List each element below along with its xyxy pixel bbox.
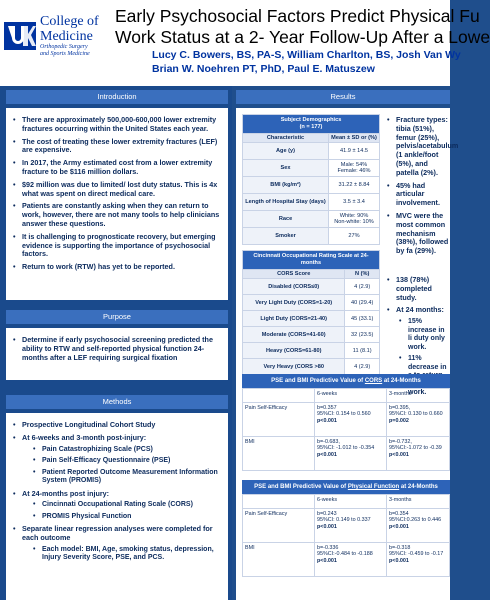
methods-bullet-text: Separate linear regression analyses were completed for each outcome — [22, 524, 213, 543]
intro-bullet: • $92 million was due to limited/ lost duty status. This is 4x what was spent on direct medical care. — [12, 181, 222, 199]
demographics-title — [243, 115, 380, 134]
cors-label: Light Duty (CORS=21-40) — [243, 311, 345, 327]
methods-bullet — [12, 434, 222, 486]
pred-b: b=-0.336 — [317, 545, 339, 551]
pred-p: p=0.002 — [389, 417, 409, 424]
pred-cors-table — [242, 388, 450, 471]
cors-label: Very Light Duty (CORS=1-20) — [243, 295, 345, 311]
purpose-bullet: • Determine if early psychosocial screening predicted the ability to RTW and self-reported physical function 24- months after a LEF requiring surgical fixation — [12, 336, 222, 362]
pred-cell — [387, 403, 450, 437]
methods-subbullet: • Pain Self-Efficacy Questionnaire (PSE) — [32, 457, 222, 466]
pred-row-label: Pain Self-Efficacy — [243, 509, 315, 543]
results-bullet-text: At 24 months: — [396, 305, 444, 315]
demographics-label: Length of Hospital Stay (days) — [243, 194, 329, 211]
cors-value: 4 (2.9) — [345, 359, 380, 375]
cors-label: Heavy (CORS=61-80) — [243, 343, 345, 359]
purpose-header: Purpose — [6, 310, 228, 324]
methods-list — [12, 421, 222, 563]
demographics-value: 27% — [329, 228, 380, 245]
pred-cors-title-pre: PSE and BMI Predictive Value of — [271, 378, 365, 384]
pred-ci: 95%CI: -1.012 to -0.354 — [317, 445, 375, 452]
pred-ci: 95%CI: 0.154 to 0.560 — [317, 411, 371, 418]
pred-pf-title — [242, 480, 450, 494]
demographics-value: 41.9 ± 14.5 — [329, 143, 380, 160]
pred-b: b=-0.318 — [389, 545, 411, 551]
pred-row-label: Pain Self-Efficacy — [243, 403, 315, 437]
college-logo-text — [40, 14, 99, 58]
demographics-table-wrap — [242, 114, 380, 245]
results-bullet: • MVC were the most common mechanism (38%), followed by fa (29%). — [386, 212, 450, 256]
cors-table — [242, 250, 380, 375]
pred-p: p<0.001 — [317, 523, 337, 530]
pred-cors-table-wrap — [242, 374, 450, 471]
logo-line-1: College of — [40, 14, 99, 29]
pred-b: b=0.243 — [317, 511, 337, 517]
pred-cors-col-1: 6-weeks — [315, 389, 387, 403]
cors-label: Moderate (CORS=41-60) — [243, 327, 345, 343]
pred-ci: 95%CI:0.263 to 0.446 — [389, 517, 442, 524]
cors-value: 11 (8.1) — [345, 343, 380, 359]
pred-ci: 95%CI: 0.149 to 0.337 — [317, 517, 371, 524]
introduction-list — [12, 116, 222, 272]
methods-subbullet: • Patient Reported Outcome Measurement Information System (PROMIS) — [32, 469, 222, 486]
demographics-col-characteristic: Characteristic — [243, 134, 329, 143]
table-row — [243, 211, 380, 228]
table-row — [243, 543, 450, 577]
methods-sublist — [22, 446, 222, 486]
introduction-header: Introduction — [6, 90, 228, 104]
pred-row-label: BMI — [243, 437, 315, 471]
results-list-1 — [386, 115, 459, 256]
pred-pf-col-2: 3-months — [387, 495, 450, 509]
logo-sub-1: Orthopedic Surgery — [40, 44, 88, 50]
empty-cell — [243, 495, 315, 509]
cors-table-wrap — [242, 250, 380, 375]
pred-p: p<0.001 — [317, 557, 337, 564]
purpose-panel — [6, 328, 228, 380]
demographics-label: BMI (kg/m²) — [243, 177, 329, 194]
table-row — [243, 279, 380, 295]
pred-pf-col-1: 6-weeks — [315, 495, 387, 509]
pred-cell — [315, 543, 387, 577]
methods-bullet — [12, 525, 222, 563]
cors-label: Very Heavy (CORS >80 — [243, 359, 345, 375]
table-row — [243, 160, 380, 177]
cors-value: 45 (33.1) — [345, 311, 380, 327]
demographics-label: Age (y) — [243, 143, 329, 160]
cors-title: Cincinnati Occupational Rating Scale at 24-months — [243, 251, 380, 270]
results-bullet: • 45% had articular involvement. — [386, 182, 450, 208]
authors-line-2: Brian W. Noehren PT, PhD, Paul E. Matuszew — [152, 63, 375, 75]
methods-subbullet: • PROMIS Physical Function — [32, 513, 222, 522]
demographics-value: 3.5 ± 3.4 — [329, 194, 380, 211]
pred-cell — [315, 437, 387, 471]
demographics-table — [242, 114, 380, 245]
demographics-label: Race — [243, 211, 329, 228]
cors-value: 4 (2.9) — [345, 279, 380, 295]
results-subbullet: • 11% decrease in work. — [398, 355, 450, 398]
pred-ci: 95%CI: 0.130 to 0.660 — [389, 411, 443, 418]
demographics-value: 31.22 ± 8.84 — [329, 177, 380, 194]
uk-logo-icon — [4, 20, 36, 52]
pred-b: b=0.354 — [389, 511, 409, 517]
table-row — [243, 509, 450, 543]
intro-bullet: • There are approximately 500,000-600,000 lower extremity fractures occurring within the United States each year. — [12, 116, 222, 134]
pred-cell — [387, 543, 450, 577]
table-row — [243, 437, 450, 471]
table-row — [243, 228, 380, 245]
poster-authors — [152, 48, 461, 76]
pred-b: b=-0.732, — [389, 439, 412, 445]
logo-line-2: Medicine — [40, 29, 93, 44]
pred-p: p<0.001 — [389, 523, 409, 530]
table-row — [243, 495, 450, 509]
demographics-label: Sex — [243, 160, 329, 177]
table-row — [243, 143, 380, 160]
demographics-value: Male: 54% Female: 46% — [329, 160, 380, 177]
intro-bullet: • The cost of treating these lower extremity fractures (LEF) are expensive. — [12, 138, 222, 156]
table-row — [243, 343, 380, 359]
pred-cors-title-post: at 24-Months — [382, 378, 421, 384]
pred-p: p<0.001 — [389, 451, 409, 458]
purpose-list — [12, 336, 222, 362]
empty-cell — [243, 389, 315, 403]
cors-value: 40 (29.4) — [345, 295, 380, 311]
pred-pf-table-wrap — [242, 480, 450, 577]
pred-row-label: BMI — [243, 543, 315, 577]
results-bullets-1 — [386, 115, 459, 260]
table-row — [243, 295, 380, 311]
cors-value: 32 (23.5) — [345, 327, 380, 343]
pred-cell — [387, 437, 450, 471]
demographics-title-text: Subject Demographics — [280, 117, 342, 123]
pred-cors-col-2: 3-months — [387, 389, 450, 403]
methods-bullet-text: At 24-months post injury: — [22, 488, 110, 498]
pred-pf-title-post: at 24-Months — [399, 484, 438, 490]
cors-col-score: CORS Score — [243, 270, 345, 279]
title-line-1: Early Psychosocial Factors Predict Physical Fu — [115, 6, 480, 26]
table-row — [243, 403, 450, 437]
results-panel — [236, 108, 459, 600]
pred-pf-title-underlined: Physical Function — [347, 484, 400, 490]
intro-bullet: • Return to work (RTW) has yet to be reported. — [12, 263, 222, 272]
pred-cors-title — [242, 374, 450, 388]
pred-p: p<0.001 — [317, 417, 337, 424]
methods-bullet: • Prospective Longitudinal Cohort Study — [12, 421, 222, 430]
results-subbullet: • 15% increase in li duty only work. — [398, 318, 450, 352]
demographics-value: White: 90% Non-white: 10% — [329, 211, 380, 228]
pred-p: p<0.001 — [389, 557, 409, 564]
intro-bullet: • In 2017, the Army estimated cost from a lower extremity fracture to be $116 million dollars. — [12, 159, 222, 177]
intro-bullet: • Patients are constantly asking when they can return to work, however, there are not many tools to help clinicians answer these questions. — [12, 202, 222, 228]
table-row — [243, 311, 380, 327]
results-bullet: • Fracture types: tibia (51%), femur (25%), pelvis/acetabulum (1 ankle/foot (5%), and patella (2%). — [386, 116, 450, 178]
logo-sub-2: and Sports Medicine — [40, 51, 90, 57]
results-bullet: • 138 (78%) completed study. — [386, 276, 450, 302]
methods-header: Methods — [6, 395, 228, 409]
cors-col-n: N (%) — [345, 270, 380, 279]
pred-pf-table — [242, 494, 450, 577]
demographics-label: Smoker — [243, 228, 329, 245]
poster-title — [115, 6, 490, 48]
poster-header — [0, 0, 490, 86]
title-line-2: Work Status at a 2- Year Follow-Up After a Lowe — [115, 27, 490, 47]
methods-subbullet: • Pain Catastrophizing Scale (PCS) — [32, 446, 222, 455]
cors-label: Disabled (CORS≤0) — [243, 279, 345, 295]
demographics-col-value: Mean ± SD or (%) — [329, 134, 380, 143]
pred-b: b=0.395, — [389, 405, 411, 411]
pred-b: b=-0.683, — [317, 439, 340, 445]
pred-cell — [387, 509, 450, 543]
methods-sublist — [22, 546, 222, 563]
methods-sublist — [22, 501, 222, 521]
introduction-panel — [6, 108, 228, 300]
pred-b: b=0.357 — [317, 405, 337, 411]
pred-ci: 95%CI:-0.484 to -0.188 — [317, 551, 373, 558]
methods-subbullet: • Cincinnati Occupational Rating Scale (CORS) — [32, 501, 222, 510]
table-row — [243, 389, 450, 403]
pred-pf-title-pre: PSE and BMI Predictive Value of — [254, 484, 348, 490]
pred-cell — [315, 403, 387, 437]
intro-bullet: • It is challenging to prognosticate recovery, but emerging evidence is supporting the importance of psychosocial factors. — [12, 233, 222, 259]
pred-cors-title-underlined: CORS — [364, 378, 383, 384]
pred-ci: 95%CI: -0.459 to -0.17 — [389, 551, 444, 558]
results-header: Results — [236, 90, 450, 104]
pred-p: p<0.001 — [317, 451, 337, 458]
table-row — [243, 327, 380, 343]
demographics-subtitle: (n = 177) — [299, 124, 323, 130]
methods-bullet — [12, 490, 222, 522]
methods-subbullet: • Each model: BMI, Age, smoking status, depression, Injury Severity Score, PSE, and PCS. — [32, 546, 222, 563]
authors-line-1: Lucy C. Bowers, BS, PA-S, William Charlton, BS, Josh Van Wy — [152, 49, 461, 61]
methods-bullet-text: At 6-weeks and 3-month post-injury: — [22, 432, 147, 442]
pred-cell — [315, 509, 387, 543]
table-row — [243, 194, 380, 211]
table-row — [243, 177, 380, 194]
methods-panel — [6, 413, 228, 600]
pred-ci: 95%CI:-1.072 to -0.39 — [389, 445, 442, 452]
table-row — [243, 359, 380, 375]
